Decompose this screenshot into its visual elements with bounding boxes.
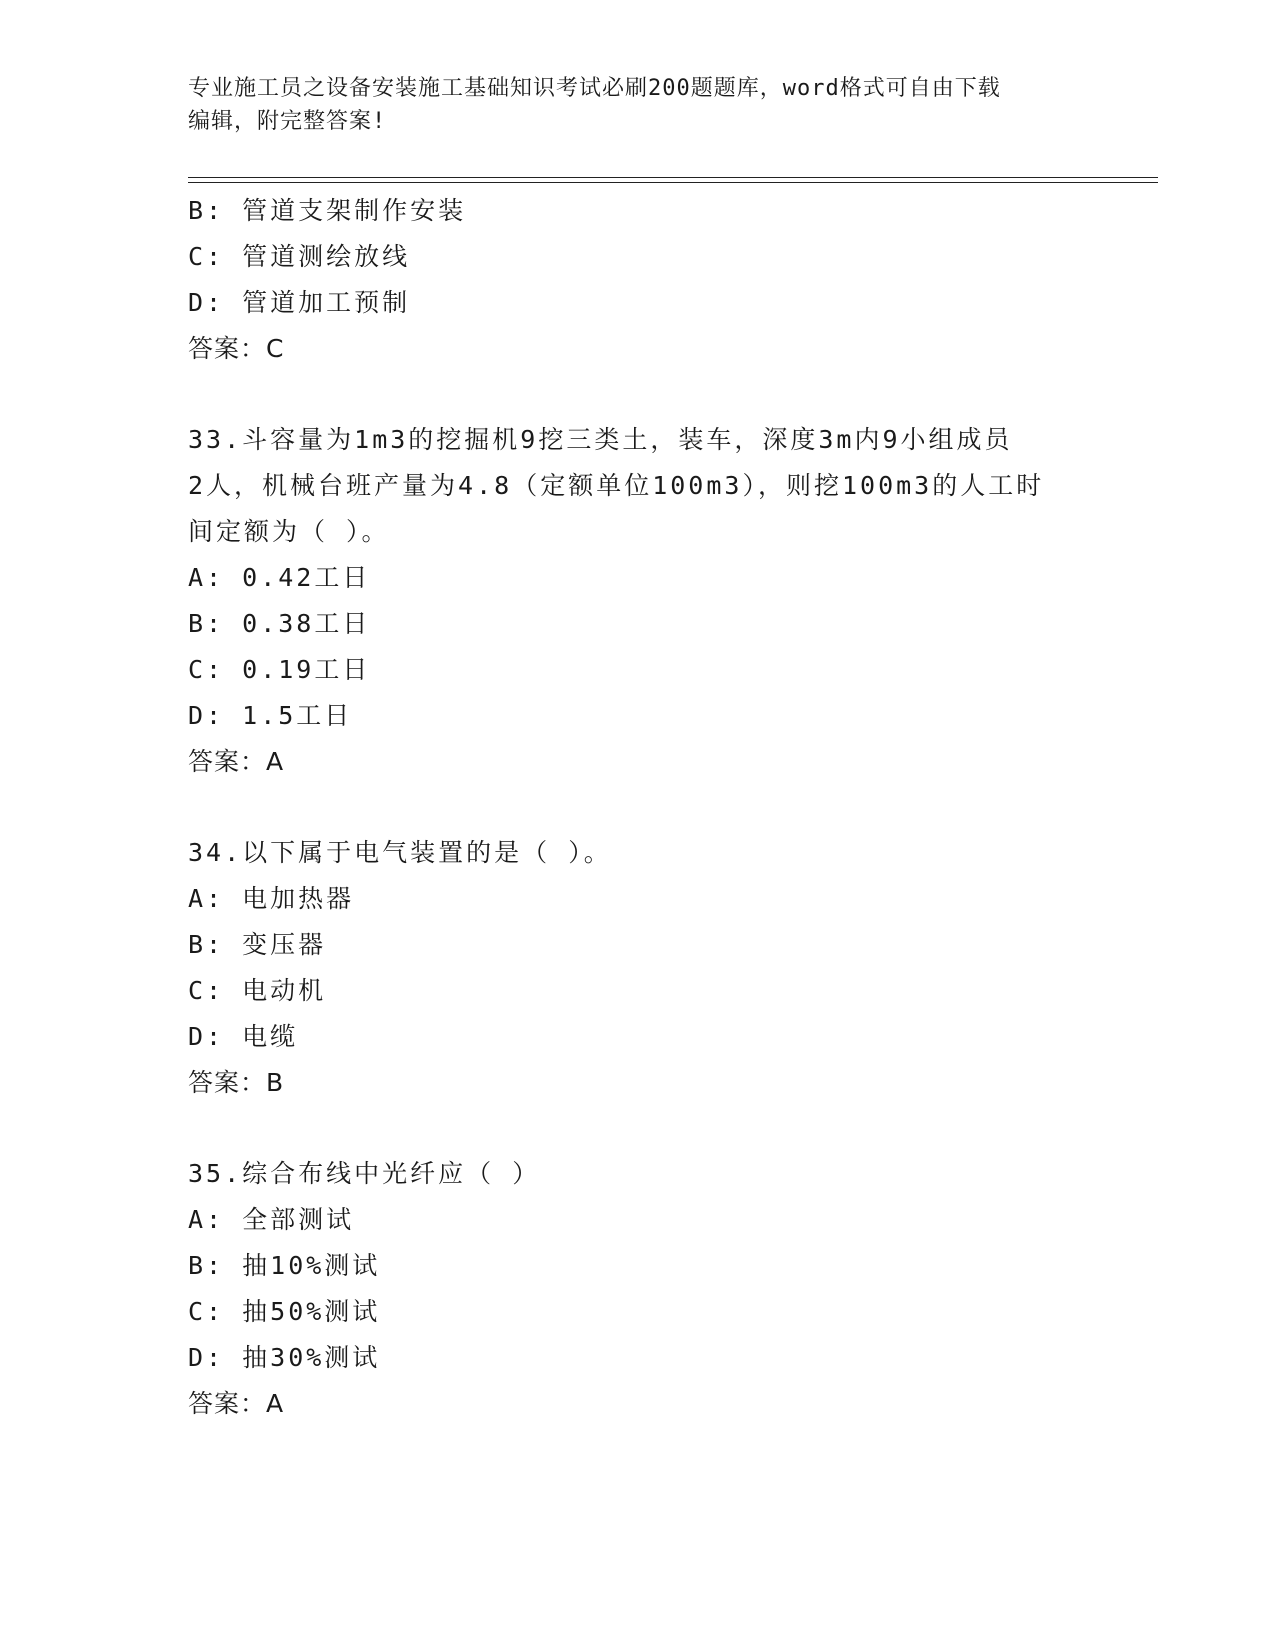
header-title-line-2: 编辑，附完整答案! bbox=[188, 109, 387, 134]
header-rule-top bbox=[188, 177, 1158, 178]
question-title-line: 2人，机械台班产量为4.8（定额单位100m3），则挖100m3的人工时 bbox=[188, 471, 1045, 500]
option-c: C: 管道测绘放线 bbox=[188, 242, 411, 271]
question-32-tail bbox=[188, 188, 1088, 372]
option-b: B: 0.38工日 bbox=[188, 609, 371, 638]
option-b: B: 管道支架制作安装 bbox=[188, 196, 467, 225]
answer: 答案：C bbox=[188, 334, 285, 363]
question-34 bbox=[188, 830, 1088, 1106]
option-c: C: 0.19工日 bbox=[188, 655, 371, 684]
question-title: 34.以下属于电气装置的是（ ）。 bbox=[188, 838, 612, 867]
header-title-line-1: 专业施工员之设备安装施工基础知识考试必刷200题题库，word格式可自由下载 bbox=[188, 76, 1001, 101]
question-title: 35.综合布线中光纤应（ ） bbox=[188, 1159, 541, 1188]
answer: 答案：A bbox=[188, 747, 285, 776]
option-d: D: 管道加工预制 bbox=[188, 288, 411, 317]
answer: 答案：A bbox=[188, 1389, 285, 1418]
document-header bbox=[188, 72, 1088, 138]
question-title-line: 33.斗容量为1m3的挖掘机9挖三类土，装车，深度3m内9小组成员 bbox=[188, 425, 1013, 454]
question-title-line: 间定额为（ ）。 bbox=[188, 517, 390, 546]
question-33 bbox=[188, 417, 1088, 785]
question-35 bbox=[188, 1151, 1088, 1427]
question-gap bbox=[188, 785, 1088, 830]
option-d: D: 抽30%测试 bbox=[188, 1343, 381, 1372]
option-b: B: 变压器 bbox=[188, 930, 327, 959]
option-a: A: 0.42工日 bbox=[188, 563, 371, 592]
option-d: D: 1.5工日 bbox=[188, 701, 353, 730]
question-list bbox=[188, 188, 1088, 1427]
option-d: D: 电缆 bbox=[188, 1022, 299, 1051]
option-b: B: 抽10%测试 bbox=[188, 1251, 381, 1280]
question-gap bbox=[188, 372, 1088, 417]
option-c: C: 电动机 bbox=[188, 976, 327, 1005]
answer: 答案：B bbox=[188, 1068, 285, 1097]
option-c: C: 抽50%测试 bbox=[188, 1297, 381, 1326]
header-rule-bottom bbox=[188, 182, 1158, 183]
option-a: A: 电加热器 bbox=[188, 884, 355, 913]
option-a: A: 全部测试 bbox=[188, 1205, 355, 1234]
question-gap bbox=[188, 1106, 1088, 1151]
